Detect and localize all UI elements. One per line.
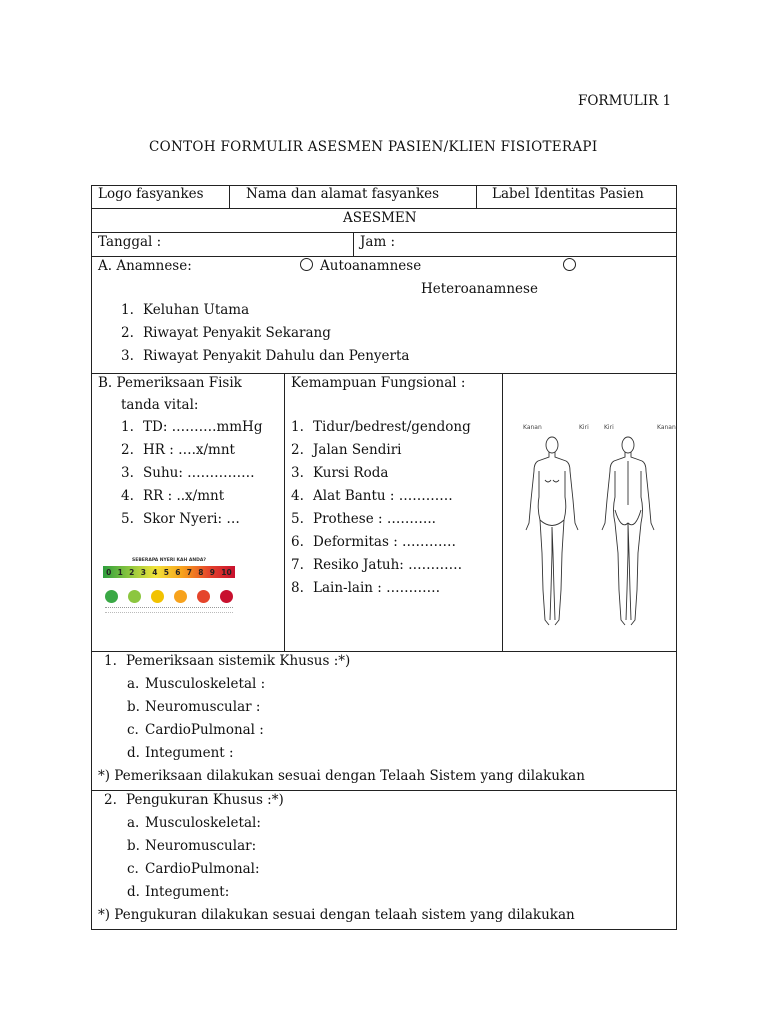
pain-face-icon [197,590,210,603]
list-item: 1. TD: ……….mmHg [121,419,263,435]
divider [229,185,230,208]
autoanamnese-radio[interactable] [300,258,313,271]
list-item: 6. Deformitas : ………… [291,534,457,550]
divider [91,256,677,257]
kemampuan-list [291,416,471,600]
sistemik-note: *) Pemeriksaan dilakukan sesuai dengan Telaah Sistem yang dilakukan [98,768,585,784]
pain-scale-number: 8 [198,567,204,577]
sistemik-heading: 1. Pemeriksaan sistemik Khusus :*) [104,653,351,669]
fasyankes-name-cell: Nama dan alamat fasyankes [246,186,440,202]
body-chart [503,405,677,635]
pain-face-icon [105,590,118,603]
tanda-vital-label: tanda vital: [121,397,199,413]
list-item: d. Integument: [127,884,230,900]
pain-scale-title: SEBERAPA NYERI KAH ANDA? [132,558,206,563]
tanggal-field[interactable]: Tanggal : [98,234,162,250]
list-item: 8. Lain-lain : ………… [291,580,441,596]
list-item: b. Neuromuscular: [127,838,257,854]
heteroanamnese-radio[interactable] [563,258,576,271]
sistemik-list [127,673,265,765]
front-left-label: Kiri [579,424,589,431]
list-item: 5. Prothese : ……….. [291,511,436,527]
divider [91,373,677,374]
divider [91,790,677,791]
pain-scale-number: 3 [140,567,146,577]
list-item: 5. Skor Nyeri: … [121,511,240,527]
patient-label-cell: Label Identitas Pasien [492,186,644,202]
page-title: CONTOH FORMULIR ASESMEN PASIEN/KLIEN FISIOTERAPI [149,139,598,155]
list-item: c. CardioPulmonal: [127,861,260,877]
pain-scale-number: 9 [209,567,215,577]
list-item: 2. Riwayat Penyakit Sekarang [121,325,331,341]
kemampuan-fungsional-label: Kemampuan Fungsional : [291,375,466,391]
pain-scale-number: 5 [163,567,169,577]
list-item: 1. Tidur/bedrest/gendong [291,419,471,435]
list-item: c. CardioPulmonal : [127,722,264,738]
back-right-label: Kanan [657,424,676,431]
anamnese-list [121,299,409,368]
pain-face-icon [128,590,141,603]
divider [91,208,677,209]
pain-scale-number: 10 [221,567,232,577]
divider [353,232,354,256]
front-right-label: Kanan [523,424,542,431]
list-item: 3. Suhu: …………… [121,465,255,481]
body-outline-icon [503,405,677,635]
logo-fasyankes-cell: Logo fasyankes [98,186,204,202]
list-item: 4. RR : ..x/mnt [121,488,225,504]
list-item: 4. Alat Bantu : ………… [291,488,453,504]
pain-face-icon [174,590,187,603]
list-item: 3. Kursi Roda [291,465,389,481]
heteroanamnese-label: Heteroanamnese [421,281,538,297]
pengukuran-heading: 2. Pengukuran Khusus :*) [104,792,284,808]
asesmen-heading: ASESMEN [343,210,417,226]
divider [91,651,677,652]
pain-scale-number: 2 [129,567,135,577]
pain-scale-image [101,556,237,622]
list-item: a. Musculoskeletal: [127,815,261,831]
divider [91,232,677,233]
list-item: 2. HR : ….x/mnt [121,442,235,458]
pengukuran-list [127,812,261,904]
form-number: FORMULIR 1 [578,93,672,109]
pain-scale-number: 4 [152,567,158,577]
autoanamnese-label: Autoanamnese [320,258,422,274]
list-item: 2. Jalan Sendiri [291,442,402,458]
divider [284,373,285,651]
list-item: 3. Riwayat Penyakit Dahulu dan Penyerta [121,348,410,364]
pain-face-icon [151,590,164,603]
pain-scale-number: 1 [117,567,123,577]
pain-scale-number: 0 [106,567,112,577]
pain-scale-number: 7 [186,567,192,577]
pengukuran-note: *) Pengukuran dilakukan sesuai dengan telaah sistem yang dilakukan [98,907,575,923]
pemeriksaan-fisik-label: B. Pemeriksaan Fisik [98,375,242,391]
list-item: d. Integument : [127,745,234,761]
jam-field[interactable]: Jam : [360,234,396,250]
list-item: 1. Keluhan Utama [121,302,250,318]
divider [476,185,477,208]
anamnese-label: A. Anamnese: [98,258,192,274]
pain-face-icon [220,590,233,603]
list-item: b. Neuromuscular : [127,699,261,715]
vital-signs-list [121,416,262,531]
pain-scale-number: 6 [175,567,181,577]
list-item: 7. Resiko Jatuh: ………… [291,557,463,573]
list-item: a. Musculoskeletal : [127,676,266,692]
back-left-label: Kiri [604,424,614,431]
